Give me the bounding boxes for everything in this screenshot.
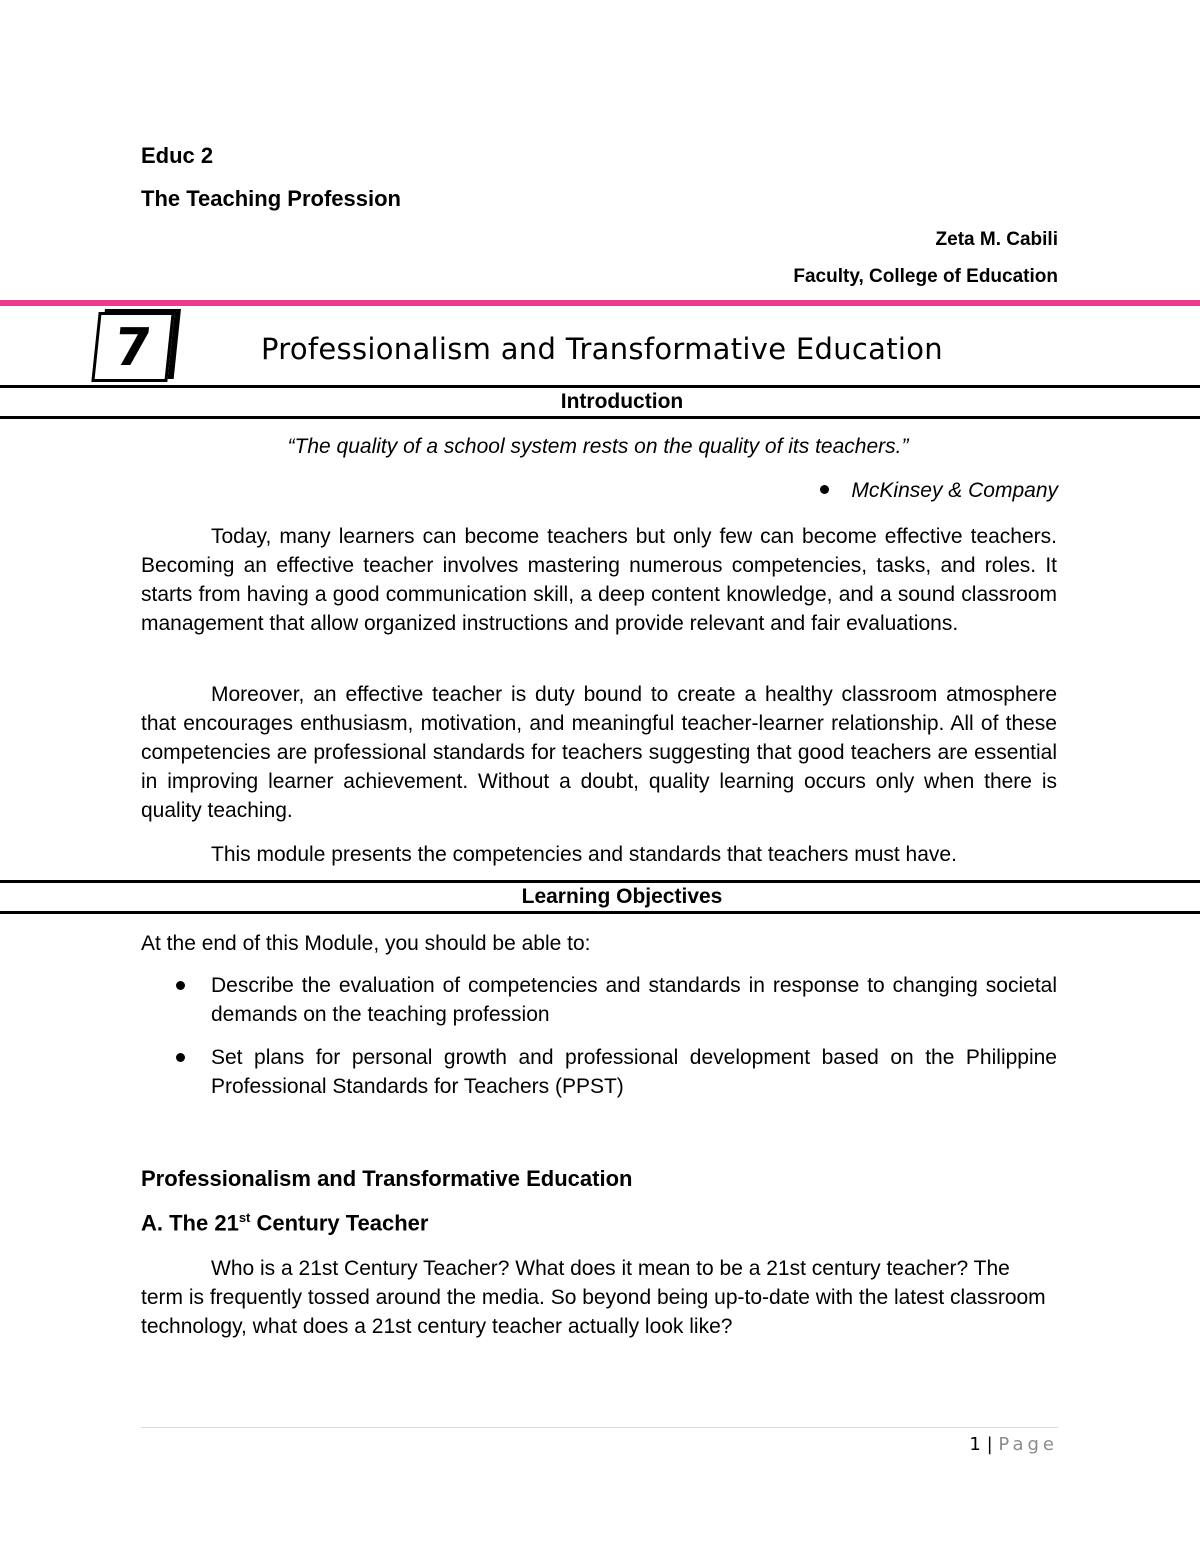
introduction-label: Introduction [560, 390, 684, 413]
section-rule [0, 385, 1200, 388]
bullet-icon [176, 981, 185, 990]
intro-paragraph: This module presents the competencies and standards that teachers must have. [211, 843, 957, 866]
module-number-badge: 7 [91, 312, 174, 382]
section-heading: Professionalism and Transformative Education [141, 1166, 633, 1191]
page-footer [969, 1434, 1058, 1455]
section-rule [0, 911, 1200, 914]
body-paragraph: Who is a 21st Century Teacher? What does it mean to be a 21st century teacher? The term is frequently tossed around the media. So beyond being up-to-date with the latest classroom technology, what does a 21st century teacher actually look like? [141, 1257, 1046, 1338]
objective-item: Set plans for personal growth and professional development based on the Philippine Professional Standards for Teachers (PPST) [141, 1043, 1057, 1101]
intro-paragraph: Today, many learners can become teachers but only few can become effective teachers. Becoming an effective teacher involves mastering numerous competencies, tasks, and roles. It starts from having a good communication skill, a deep content knowledge, and a sound classroom management that allow organized instructions and provide relevant and fair evaluations. [141, 525, 1057, 635]
intro-quote: “The quality of a school system rests on the quality of its teachers.” [287, 435, 909, 458]
section-rule [0, 416, 1200, 419]
author-name: Zeta M. Cabili [935, 229, 1058, 250]
objective-item: Describe the evaluation of competencies and standards in response to changing societal demands on the teaching profession [141, 971, 1057, 1029]
objectives-lead: At the end of this Module, you should be able to: [141, 932, 591, 955]
attribution-text: McKinsey & Company [851, 479, 1058, 502]
course-code: Educ 2 [141, 143, 214, 168]
module-title: Professionalism and Transformative Education [261, 332, 943, 366]
course-title: The Teaching Profession [141, 186, 401, 211]
page-number: 1 [969, 1434, 981, 1455]
subsection-heading: A. The 21st Century Teacher [141, 1210, 429, 1236]
footer-rule [141, 1427, 1058, 1428]
quote-attribution [820, 479, 1058, 503]
intro-paragraph: Moreover, an effective teacher is duty bound to create a healthy classroom atmosphere that encourages enthusiasm, motivation, and meaningful teacher-learner relationship. All of these competencies are professional standards for teachers suggesting that good teachers are essential in improving learner achievement. Without a doubt, quality learning occurs only when there is quality teaching. [141, 683, 1057, 822]
bullet-icon [176, 1053, 185, 1062]
objectives-list [141, 971, 1057, 1115]
page-label: Page [998, 1434, 1058, 1455]
accent-bar [0, 300, 1200, 306]
bullet-icon [820, 485, 829, 494]
page-separator: | [986, 1434, 993, 1455]
author-affiliation: Faculty, College of Education [793, 266, 1058, 287]
objectives-label: Learning Objectives [521, 885, 723, 908]
section-rule [0, 880, 1200, 883]
